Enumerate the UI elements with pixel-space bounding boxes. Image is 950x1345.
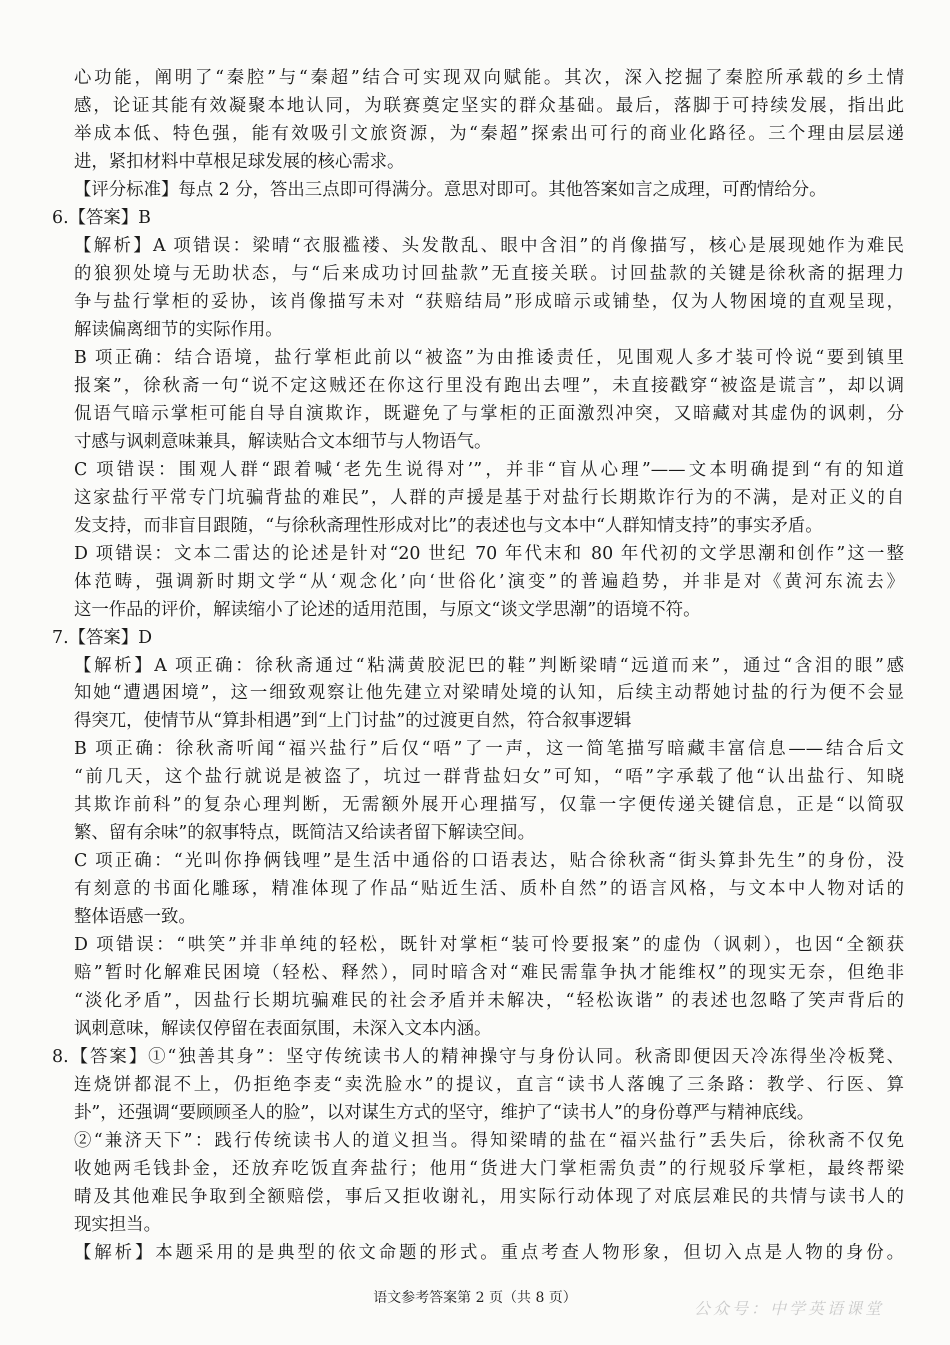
text-line: 晴及其他难民争取到全额赔偿，事后又拒收谢礼，用实际行动体现了对底层难民的共情与读书人的 xyxy=(74,1187,904,1207)
text-line: 得突兀，使情节从“算卦相遇”到“上门讨盐”的过渡更自然，符合叙事逻辑 xyxy=(74,711,632,731)
text-line: 赔”暂时化解难民困境（轻松、释然），同时暗含对“难民需靠争执才能维权”的现实无奈，但绝非 xyxy=(74,963,904,983)
text-line: 7.【答案】D xyxy=(52,628,153,648)
text-line: 的狼狈处境与无助状态，与“后来成功讨回盐款”无直接关联。讨回盐款的关键是徐秋斋的据理力 xyxy=(74,264,904,284)
text-line: C 项正确：“光叫你挣俩钱哩”是生活中通俗的口语表达，贴合徐秋斋“街头算卦先生”的身份，没 xyxy=(74,851,904,871)
text-line: “前几天，这个盐行就说是被盗了，坑过一群背盐妇女”可知，“唔”字承载了他“认出盐行、知晓 xyxy=(74,767,904,787)
text-line: 【解析】A 项错误：梁晴“衣服褴褛、头发散乱、眼中含泪”的肖像描写，核心是展现她作为难民 xyxy=(74,236,904,256)
text-line: 卦”，还强调“要顾顾圣人的脸”，以对谋生方式的坚守，维护了“读书人”的身份尊严与精神底线。 xyxy=(74,1103,815,1123)
text-line: 6.【答案】B xyxy=(52,208,151,228)
text-line: D 项错误：“哄笑”并非单纯的轻松，既针对掌柜“装可怜要报案”的虚伪（讽刺），也因“全额获 xyxy=(74,935,904,955)
text-line: B 项正确：结合语境，盐行掌柜此前以“被盗”为由推诿责任，见围观人多才装可怜说“要到镇里 xyxy=(74,348,904,368)
text-line: 寸感与讽刺意味兼具，解读贴合文本细节与人物语气。 xyxy=(74,432,492,452)
text-line: C 项错误：围观人群“跟着喊‘老先生说得对’”，并非“盲从心理”——文本明确提到“有的知道 xyxy=(74,460,904,480)
text-line: B 项正确：徐秋斋听闻“福兴盐行”后仅“唔”了一声，这一简笔描写暗藏丰富信息——结合后文 xyxy=(74,739,904,759)
text-line: “淡化矛盾”，因盐行长期坑骗难民的社会矛盾并未解决，“轻松诙谐” 的表述也忽略了笑声背后的 xyxy=(74,991,904,1011)
text-line: 侃语气暗示掌柜可能自导自演欺诈，既避免了与掌柜的正面激烈冲突，又暗藏对其虚伪的讽刺，分 xyxy=(74,404,904,424)
text-line: 解读偏离细节的实际作用。 xyxy=(74,320,283,340)
text-line: 知她“遭遇困境”，这一细致观察让他先建立对梁晴处境的认知，后续主动帮她讨盐的行为便不会显 xyxy=(74,683,904,703)
text-line: 这家盐行平常专门坑骗背盐的难民”，人群的声援是基于对盐行长期欺诈行为的不满，是对正义的自 xyxy=(74,488,904,508)
page-footer: 语文参考答案第 2 页（共 8 页） xyxy=(373,1290,577,1306)
text-line: 感，论证其能有效凝聚本地认同，为联赛奠定坚实的群众基础。最后，落脚于可持续发展，指出此 xyxy=(74,96,904,116)
text-line: 其欺诈前科”的复杂心理判断，无需额外展开心理描写，仅靠一字便传递关键信息，正是“以简驭 xyxy=(74,795,904,815)
text-line: 收她两毛钱卦金，还放弃吃饭直奔盐行；他用“货进大门掌柜需负责”的行规驳斥掌柜，最终帮梁 xyxy=(74,1159,904,1179)
text-line: 【解析】本题采用的是典型的依文命题的形式。重点考查人物形象，但切入点是人物的身份。 xyxy=(74,1243,904,1263)
text-line: 【评分标准】每点 2 分，答出三点即可得满分。意思对即可。其他答案如言之成理，可酌情给分。 xyxy=(74,180,827,200)
text-line: 举成本低、特色强，能有效吸引文旅资源，为“秦超”探索出可行的商业化路径。三个理由层层递 xyxy=(74,124,904,144)
text-line: 心功能，阐明了“秦腔”与“秦超”结合可实现双向赋能。其次，深入挖掘了秦腔所承载的乡土情 xyxy=(74,68,904,88)
text-line: 这一作品的评价，解读缩小了论述的适用范围，与原文“谈文学思潮”的语境不符。 xyxy=(74,600,701,620)
text-line: D 项错误：文本二雷达的论述是针对“20 世纪 70 年代末和 80 年代初的文学思潮和创作”这一整 xyxy=(74,544,904,564)
text-line: 报案”，徐秋斋一句“说不定这贼还在你这行里没有跑出去哩”，未直接戳穿“被盗是谎言”，却以调 xyxy=(74,376,904,396)
text-line: 8.【答案】①“独善其身”：坚守传统读书人的精神操守与身份认同。秋斋即便因天冷冻得坐冷板凳、 xyxy=(52,1047,904,1067)
text-line: 有刻意的书面化雕琢，精准体现了作品“贴近生活、质朴自然”的语言风格，与文本中人物对话的 xyxy=(74,879,904,899)
text-line: 整体语感一致。 xyxy=(74,907,196,927)
text-line: 现实担当。 xyxy=(74,1215,161,1235)
text-line: 发支持，而非盲目跟随，“与徐秋斋理性形成对比”的表述也与文本中“人群知情支持”的事实矛盾。 xyxy=(74,516,823,536)
text-line: 连烧饼都混不上，仍拒绝李麦“卖洗脸水”的提议，直言“读书人落魄了三条路：教学、行医、算 xyxy=(74,1075,904,1095)
text-line: 讽刺意味，解读仅停留在表面氛围，未深入文本内涵。 xyxy=(74,1019,492,1039)
text-line: 进，紧扣材料中草根足球发展的核心需求。 xyxy=(74,152,405,172)
text-line: ②“兼济天下”：践行传统读书人的道义担当。得知梁晴的盐在“福兴盐行”丢失后，徐秋斋不仅免 xyxy=(74,1131,904,1151)
watermark: 公众号：中学英语课堂 xyxy=(693,1299,884,1318)
text-line: 争与盐行掌柜的妥协，该肖像描写未对 “获赔结局”形成暗示或铺垫，仅为人物困境的直观呈现， xyxy=(74,292,904,312)
text-line: 体范畴，强调新时期文学“从‘观念化’向‘世俗化’演变”的普遍趋势，并非是对《黄河东流去》 xyxy=(74,572,904,592)
text-line: 繁、留有余味”的叙事特点，既简洁又给读者留下解读空间。 xyxy=(74,823,536,843)
text-line: 【解析】A 项正确：徐秋斋通过“粘满黄胶泥巴的鞋”判断梁晴“远道而来”，通过“含泪的眼”感 xyxy=(74,656,904,676)
